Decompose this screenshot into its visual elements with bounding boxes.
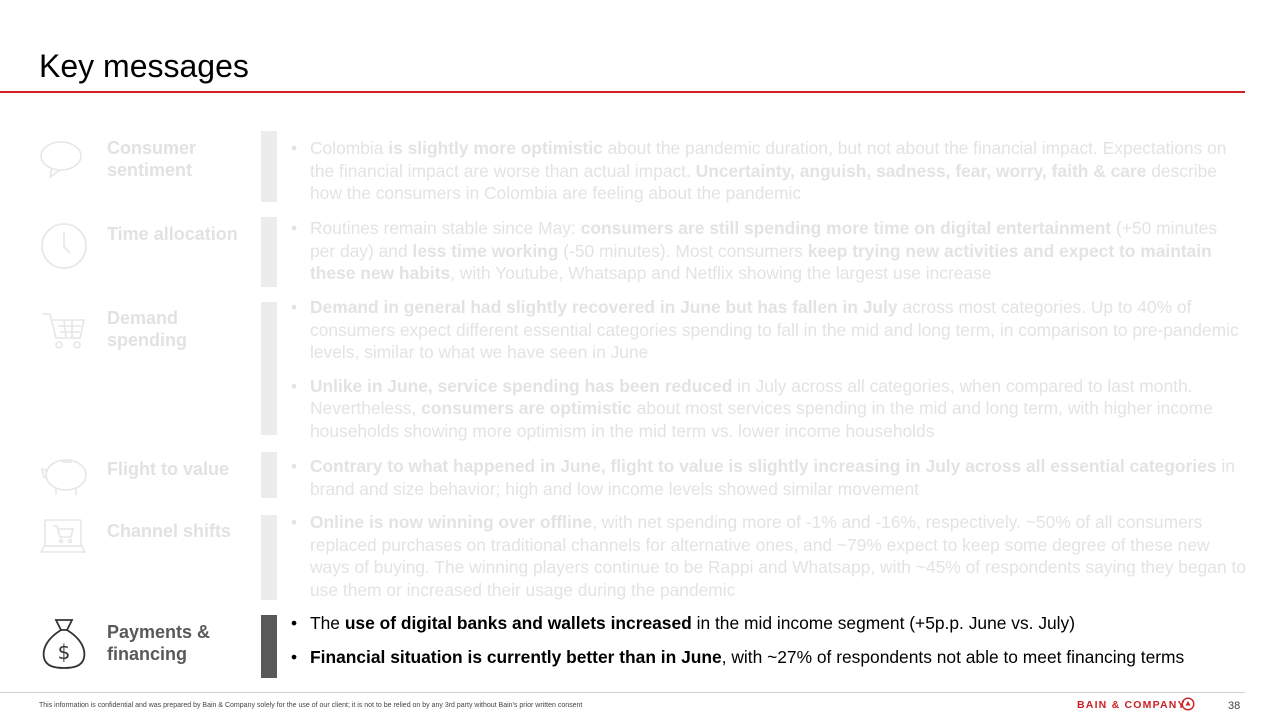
bullet-text-bold: Unlike in June, service spending has been reduced [310,375,733,396]
brand-logo-text: BAIN & COMPANY [1077,699,1186,711]
bullet-text: , with ~27% of respondents not able to meet financing terms [721,646,1185,667]
bullet-text: across most categories. Up to 40% of consumers expect different essential categories spending to fall in the mid and long term, in comparison to pre-pandemic levels, similar to what we have seen in June [310,297,1239,362]
bullet-marker: • [291,138,298,158]
bullet-text: in the mid income segment (+5p.p. June vs. July) [691,613,1076,633]
bullet-marker: • [291,512,298,532]
bullet-item [291,455,1246,500]
bullet-text: (+50 minutes per day) and [310,218,1218,261]
bullet-text-bold: Financial situation is currently better than in June [310,646,722,667]
section-label: Channel shifts [107,521,232,541]
bullet-item [291,511,1246,601]
money-bag-icon [40,618,88,670]
section-bullets [291,455,1246,500]
bullet-item [291,296,1246,364]
bullet-item [291,137,1246,205]
section-label: Demand spending [107,308,187,350]
bullet-text: , with net spending more of -1% and -16%, respectively. ~50% of all consumers replaced purchases on traditional channels for alternative ones, and ~79% expect to keep some degree of these new ways of buying. The winning players continue to be Rappi and Whatsapp, with ~45% of respondents saying they began to use them or increased their usage during the pandemic [310,512,1246,600]
bullet-text: Colombia [310,138,389,158]
clock-icon [40,222,88,270]
bullet-item [291,375,1246,443]
bullet-item [291,217,1246,285]
footer-divider [0,692,1245,693]
section-bullets [291,137,1246,205]
bullet-marker: • [291,456,298,476]
section-bar [261,302,277,435]
svg-text:$: $ [57,640,71,664]
bullet-text-bold: Online is now winning over offline [310,512,593,532]
bullet-text-bold: Uncertainty, anguish, sadness, fear, worry, faith & care [695,160,1147,181]
piggy-bank-icon [40,453,90,497]
bullet-text-bold: Contrary to what happened in June, flight to value is slightly increasing in July across all essential categories [310,456,1217,476]
bullet-marker: • [291,297,298,317]
title-divider [0,91,1245,93]
section-label: Consumer sentiment [107,138,197,180]
page-number: 38 [1228,700,1241,712]
section-label: Flight to value [107,459,230,479]
section-bar [261,615,277,678]
bullet-text-bold: consumers are still spending more time on digital entertainment [580,218,1112,238]
bullet-text: describe how the consumers in Colombia are feeling about the pandemic [310,160,1217,203]
bullet-text-bold: Demand in general had slightly recovered in June but has fallen in July [310,297,898,317]
bullet-text: about most services spending in the mid and long term, with higher income households showing more optimism in the mid term vs. lower income households [310,398,1213,441]
bullet-marker: • [291,613,298,633]
bullet-text: in brand and size behavior; high and low income levels showed similar movement [310,456,1235,499]
bullet-text: The [310,613,345,633]
section-bar [261,131,277,202]
page-title: Key messages [39,48,249,84]
bullet-text: about the pandemic duration, but not about the financial impact. Expectations on the financial impact are worse than actual impact. [310,138,1227,181]
section-bullets [291,217,1246,285]
section-bar [261,217,277,287]
bullet-text: Routines remain stable since May: [310,218,581,238]
bullet-text-bold: use of digital banks and wallets increased [344,613,692,633]
bullet-item [291,646,1246,669]
bullet-text: in July across all categories, when compared to last month. Nevertheless, [310,375,1193,418]
confidentiality-disclaimer: This information is confidential and was prepared by Bain & Company solely for the use of our client; it is not to be relied on by any 3rd party without Bain's prior written consent [39,702,583,709]
section-label: Time allocation [107,224,238,244]
bullet-marker: • [291,646,298,667]
bullet-text: (-50 minutes). Most consumers [558,240,808,261]
bullet-item [291,612,1246,635]
brand-logo-icon [1181,697,1195,716]
section-bar [261,515,277,600]
section-label: Payments & financing [107,622,211,664]
bullet-text-bold: less time working [412,240,559,261]
bullet-marker: • [291,375,298,396]
speech-bubble-icon [40,139,84,181]
section-bar [261,452,277,498]
bullet-text: , with Youtube, Whatsapp and Netflix showing the largest use increase [450,263,992,283]
bullet-text-bold: is slightly more optimistic [388,138,603,158]
bullet-text-bold: consumers are optimistic [421,398,632,418]
section-bullets [291,296,1246,442]
bullet-text-bold: keep trying new activities and expect to maintain these new habits [310,240,1212,283]
section-bullets [291,511,1246,601]
bullet-marker: • [291,218,298,238]
shopping-cart-icon [40,310,86,350]
laptop-cart-icon [40,516,86,558]
section-bullets [291,612,1246,668]
